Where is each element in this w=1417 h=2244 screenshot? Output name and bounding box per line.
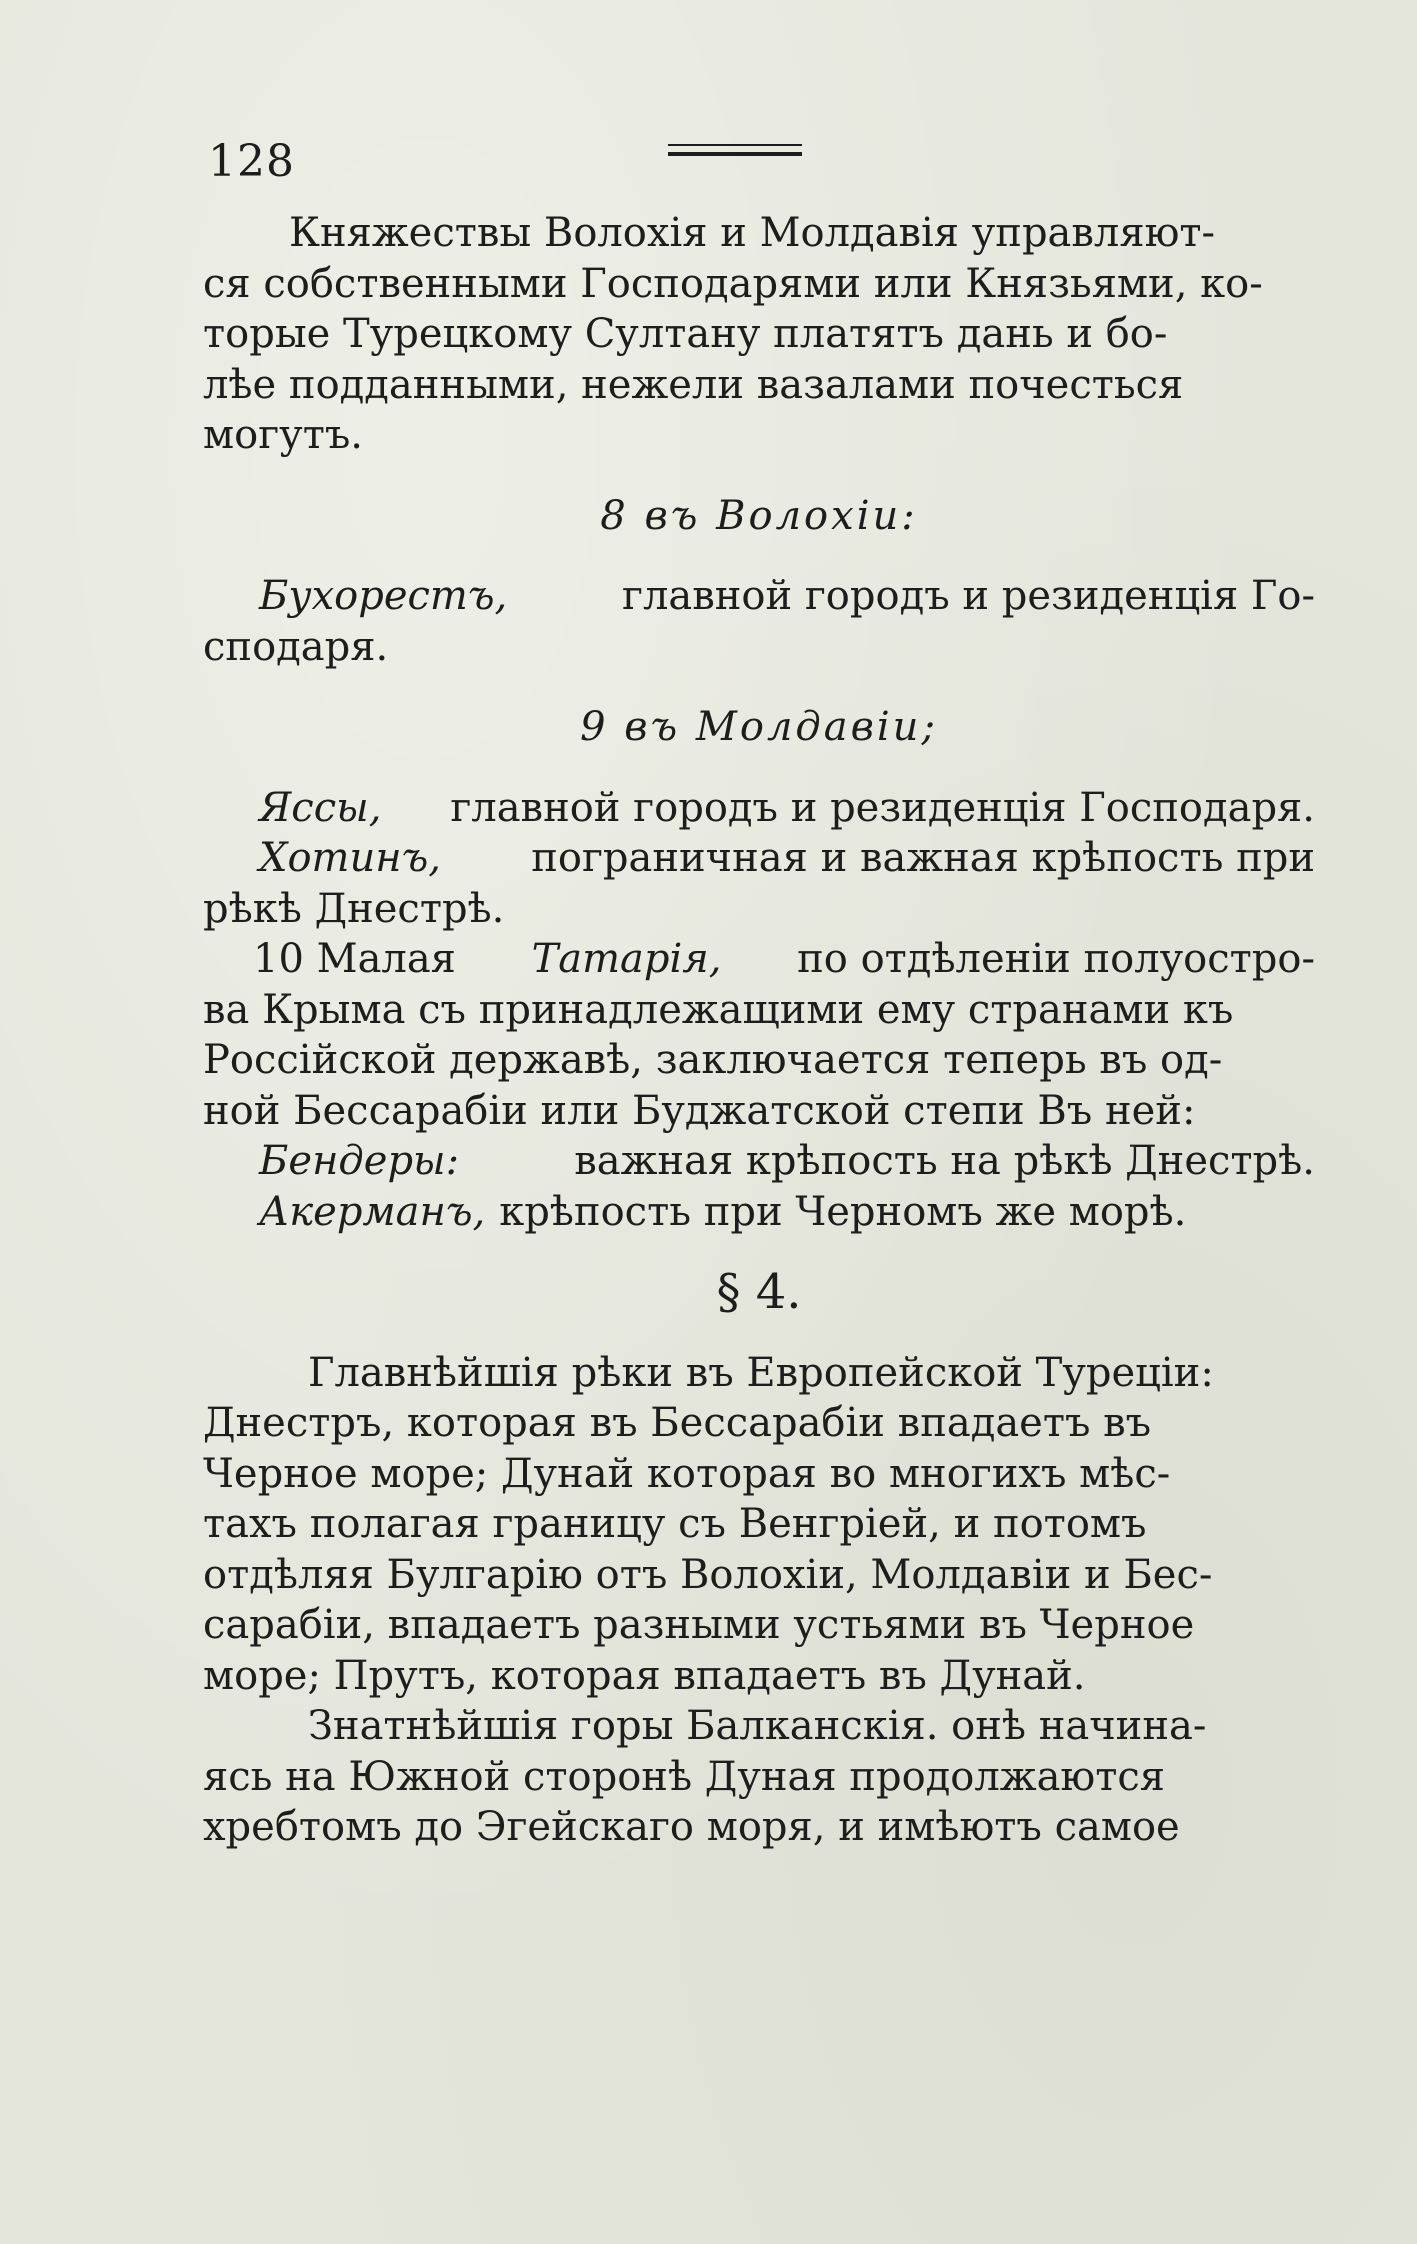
text-line: тахъ полагая границу съ Венгріей, и потомъ: [203, 1501, 1147, 1547]
text-line: торые Турецкому Султану платятъ дань и бо-: [203, 311, 1168, 357]
subheading-moldavia: 9 въ Молдавіи;: [580, 704, 938, 750]
rule-line-top: [668, 144, 802, 146]
city-name-bukharest: Бухорестъ,: [259, 573, 508, 619]
text-line: Россійской державѣ, заключается теперь въ од-: [203, 1037, 1223, 1083]
text-line: Днестръ, которая въ Бессарабіи впадаетъ въ: [203, 1400, 1152, 1446]
text-line: [203, 934, 1315, 985]
text-line: Знатнѣйшія горы Балканскія. онѣ начина-: [308, 1703, 1207, 1749]
text-fragment: по отдѣленіи полуостро-: [797, 936, 1315, 982]
city-name-bendery: Бендеры:: [259, 1138, 460, 1184]
text-line: [203, 571, 1315, 622]
text-line: отдѣляя Булгарію отъ Волохіи, Молдавіи и Бес-: [203, 1551, 1213, 1598]
subheading-wallachia: 8 въ Волохіи:: [600, 492, 918, 539]
page-number: 128: [208, 136, 295, 187]
region-name-tataria: Татарія,: [531, 936, 722, 982]
text-line: сарабіи, впадаетъ разными устьями въ Черное: [203, 1602, 1195, 1648]
text-line: Черное море; Дунай которая во многихъ мѣс-: [203, 1450, 1171, 1497]
city-name-yassy: Яссы,: [259, 784, 382, 831]
body-text: [203, 208, 1315, 1853]
text-line: ной Бессарабіи или Буджатской степи Въ ней:: [203, 1087, 1196, 1134]
text-fragment: 10 Малая: [253, 936, 456, 982]
text-fragment: важная крѣпость на рѣкѣ Днестрѣ.: [574, 1138, 1315, 1184]
text-line: [203, 833, 1315, 884]
text-line: хребтомъ до Эгейскаго моря, и имѣютъ самое: [203, 1804, 1180, 1850]
text-line: могутъ.: [203, 412, 363, 458]
text-line: сподаря.: [203, 623, 389, 670]
text-line: [203, 783, 1315, 834]
text-line: ся собственными Господарями или Князьями, ко-: [203, 260, 1263, 307]
text-line: [203, 1136, 1315, 1187]
section-number: § 4.: [716, 1264, 802, 1320]
text-fragment: главной городъ и резиденція Господаря.: [450, 784, 1315, 831]
city-name-khotin: Хотинъ,: [259, 835, 441, 881]
text-line: рѣкѣ Днестрѣ.: [203, 885, 505, 932]
text-line: Княжествы Волохія и Молдавія управляют-: [289, 210, 1216, 256]
city-name-akerman: Акерманъ,: [259, 1188, 486, 1235]
text-line: [203, 1187, 1315, 1238]
header-rule: [668, 144, 802, 162]
text-line: лѣе подданными, нежели вазалами почесться: [203, 361, 1184, 408]
text-line: Главнѣйшія рѣки въ Европейской Турецiи:: [308, 1349, 1214, 1396]
text-line: ва Крыма съ принадлежащими ему странами къ: [203, 986, 1234, 1033]
text-line: ясь на Южной сторонѣ Дуная продолжаются: [203, 1753, 1166, 1800]
text-fragment: главной городъ и резиденція Го-: [621, 573, 1315, 619]
text-fragment: пограничная и важная крѣпость при: [531, 835, 1315, 881]
text-fragment: крѣпость при Черномъ же морѣ.: [499, 1188, 1187, 1235]
rule-line-bottom: [668, 152, 802, 156]
text-line: море; Прутъ, которая впадаетъ въ Дунай.: [203, 1652, 1086, 1699]
